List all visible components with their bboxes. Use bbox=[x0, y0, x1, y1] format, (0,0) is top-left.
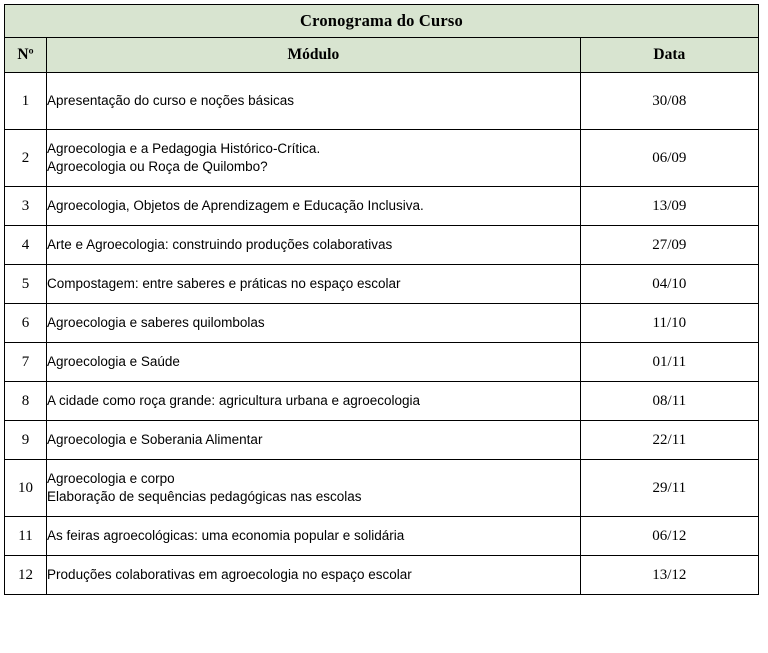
cell-module bbox=[47, 265, 581, 304]
module-line: Agroecologia e a Pedagogia Histórico-Crítica. bbox=[47, 140, 321, 156]
module-line: Compostagem: entre saberes e práticas no espaço escolar bbox=[47, 275, 401, 291]
module-line: Agroecologia ou Roça de Quilombo? bbox=[47, 159, 268, 174]
cell-module bbox=[47, 421, 581, 460]
cell-date: 22/11 bbox=[580, 421, 758, 460]
table-row bbox=[5, 304, 759, 343]
cell-number: 1 bbox=[5, 73, 47, 130]
cell-module bbox=[47, 73, 581, 130]
cell-number: 11 bbox=[5, 517, 47, 556]
cell-module bbox=[47, 130, 581, 187]
table-row bbox=[5, 421, 759, 460]
cell-module bbox=[47, 556, 581, 595]
table-row bbox=[5, 73, 759, 130]
cell-date: 13/09 bbox=[580, 187, 758, 226]
cell-module bbox=[47, 460, 581, 517]
cell-number: 2 bbox=[5, 130, 47, 187]
table-row bbox=[5, 460, 759, 517]
column-header-module: Módulo bbox=[47, 38, 581, 73]
table-row bbox=[5, 343, 759, 382]
cell-module bbox=[47, 187, 581, 226]
column-header-date: Data bbox=[580, 38, 758, 73]
module-line: Agroecologia e corpo bbox=[47, 470, 175, 486]
cell-number: 10 bbox=[5, 460, 47, 517]
table-row bbox=[5, 517, 759, 556]
table-row bbox=[5, 130, 759, 187]
module-line: Agroecologia, Objetos de Aprendizagem e Educação Inclusiva. bbox=[47, 197, 424, 213]
cell-date: 13/12 bbox=[580, 556, 758, 595]
module-line: Agroecologia e Soberania Alimentar bbox=[47, 431, 263, 447]
module-line: Agroecologia e saberes quilombolas bbox=[47, 314, 265, 330]
cell-date: 08/11 bbox=[580, 382, 758, 421]
cell-module bbox=[47, 343, 581, 382]
module-line: Arte e Agroecologia: construindo produções colaborativas bbox=[47, 236, 393, 252]
cell-date: 11/10 bbox=[580, 304, 758, 343]
module-line: Apresentação do curso e noções básicas bbox=[47, 92, 294, 108]
cell-module bbox=[47, 226, 581, 265]
table-row bbox=[5, 226, 759, 265]
cell-number: 12 bbox=[5, 556, 47, 595]
cell-number: 4 bbox=[5, 226, 47, 265]
table-row bbox=[5, 187, 759, 226]
cell-module bbox=[47, 382, 581, 421]
module-line: Agroecologia e Saúde bbox=[47, 353, 180, 369]
cell-number: 6 bbox=[5, 304, 47, 343]
table-row bbox=[5, 556, 759, 595]
table-body bbox=[5, 73, 759, 595]
cell-date: 01/11 bbox=[580, 343, 758, 382]
module-line: A cidade como roça grande: agricultura urbana e agroecologia bbox=[47, 392, 421, 408]
column-header-number: Nº bbox=[5, 38, 47, 73]
table-row bbox=[5, 382, 759, 421]
cell-number: 5 bbox=[5, 265, 47, 304]
table-column-header-row bbox=[5, 38, 759, 73]
module-line: Elaboração de sequências pedagógicas nas escolas bbox=[47, 489, 362, 504]
cell-number: 8 bbox=[5, 382, 47, 421]
cell-date: 27/09 bbox=[580, 226, 758, 265]
cell-date: 06/09 bbox=[580, 130, 758, 187]
cell-date: 06/12 bbox=[580, 517, 758, 556]
cell-date: 30/08 bbox=[580, 73, 758, 130]
module-line: Produções colaborativas em agroecologia no espaço escolar bbox=[47, 566, 412, 582]
cell-module bbox=[47, 304, 581, 343]
table-row bbox=[5, 265, 759, 304]
course-schedule-table bbox=[4, 4, 759, 595]
cell-date: 04/10 bbox=[580, 265, 758, 304]
table-title-row bbox=[5, 5, 759, 38]
cell-number: 3 bbox=[5, 187, 47, 226]
cell-module bbox=[47, 517, 581, 556]
table-title: Cronograma do Curso bbox=[5, 5, 759, 38]
table-header bbox=[5, 5, 759, 73]
cell-number: 9 bbox=[5, 421, 47, 460]
cell-date: 29/11 bbox=[580, 460, 758, 517]
cell-number: 7 bbox=[5, 343, 47, 382]
module-line: As feiras agroecológicas: uma economia popular e solidária bbox=[47, 527, 405, 543]
